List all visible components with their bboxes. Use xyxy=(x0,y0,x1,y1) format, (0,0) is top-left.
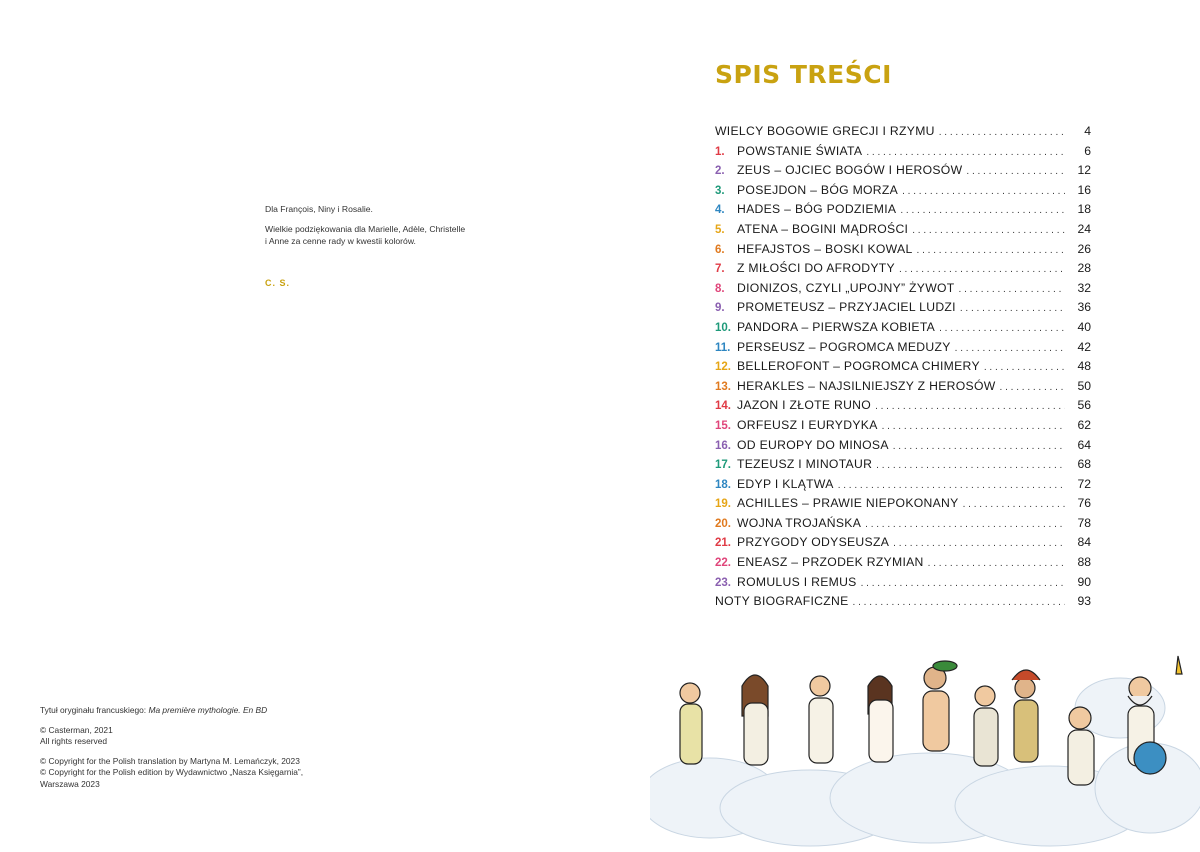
toc-entry xyxy=(715,320,1091,340)
toc-leader-dots xyxy=(963,499,1065,510)
toc-entry xyxy=(715,163,1091,183)
toc-entry xyxy=(715,535,1091,555)
toc-chapter-number: 18. xyxy=(715,478,731,491)
toc-leader-dots xyxy=(960,303,1065,314)
toc-chapter-number: 14. xyxy=(715,400,731,413)
toc-leader-dots xyxy=(955,343,1065,354)
toc-chapter-number: 13. xyxy=(715,380,731,393)
toc-page-number: 32 xyxy=(1077,280,1091,295)
toc-page-number: 78 xyxy=(1077,515,1091,530)
toc-chapter-number: 17. xyxy=(715,459,731,472)
toc-entry xyxy=(715,477,1091,497)
toc-entry xyxy=(715,438,1091,458)
toc-page-number: 48 xyxy=(1077,359,1091,374)
toc-entry xyxy=(715,124,1091,144)
toc-chapter-title: PERSEUSZ – POGROMCA MEDUZY xyxy=(737,339,951,354)
toc-leader-dots xyxy=(912,225,1065,236)
toc-entry xyxy=(715,183,1091,203)
toc-chapter-number: 2. xyxy=(715,165,725,178)
toc-page-number: 28 xyxy=(1077,261,1091,276)
toc-leader-dots xyxy=(893,441,1065,452)
original-title-line xyxy=(40,705,340,717)
toc-page-number: 84 xyxy=(1077,535,1091,550)
toc-page-number: 50 xyxy=(1077,378,1091,393)
toc-leader-dots xyxy=(902,186,1065,197)
toc-chapter-number: 16. xyxy=(715,439,731,452)
copyright-line: © Casterman, 2021 xyxy=(40,724,113,735)
toc-entry xyxy=(715,340,1091,360)
toc-page-number: 12 xyxy=(1077,163,1091,178)
toc-leader-dots xyxy=(917,245,1065,256)
toc-page-number: 56 xyxy=(1077,398,1091,413)
toc-page-number: 62 xyxy=(1077,417,1091,432)
copyright-line: Warszawa 2023 xyxy=(40,778,100,789)
toc-leader-dots xyxy=(899,264,1065,275)
toc-leader-dots xyxy=(984,362,1065,373)
dedication-line: Wielkie podziękowania dla Marielle, Adèle, Christelle xyxy=(265,224,466,234)
toc-chapter-title: BELLEROFONT – POGROMCA CHIMERY xyxy=(737,359,980,374)
toc-page-number: 4 xyxy=(1084,124,1091,138)
toc-entry xyxy=(715,222,1091,242)
toc-page-number: 24 xyxy=(1077,221,1091,236)
toc-chapter-number: 7. xyxy=(715,263,725,276)
toc-leader-dots xyxy=(959,284,1065,295)
imprint xyxy=(40,705,340,798)
toc-chapter-title: JAZON I ZŁOTE RUNO xyxy=(737,398,872,413)
toc-chapter-title: Z MIŁOŚCI DO AFRODYTY xyxy=(737,261,895,276)
toc-leader-dots xyxy=(939,127,1065,138)
toc-entry xyxy=(715,555,1091,575)
toc-leader-dots xyxy=(838,480,1065,491)
toc-chapter-title: ENEASZ – PRZODEK RZYMIAN xyxy=(737,555,924,570)
toc-chapter-title: POWSTANIE ŚWIATA xyxy=(737,143,863,158)
toc-entry xyxy=(715,202,1091,222)
toc-chapter-title: ROMULUS I REMUS xyxy=(737,574,857,589)
toc-page-number: 42 xyxy=(1077,339,1091,354)
toc-entry xyxy=(715,594,1091,614)
dedication-line: Dla François, Niny i Rosalie. xyxy=(265,204,373,214)
signature-initials: C. S. xyxy=(265,278,291,288)
toc-entry xyxy=(715,379,1091,399)
copyright-block-1 xyxy=(40,725,340,748)
toc-chapter-title: PROMETEUSZ – PRZYJACIEL LUDZI xyxy=(737,300,956,315)
toc-chapter-number: 22. xyxy=(715,557,731,570)
toc-page-number: 68 xyxy=(1077,457,1091,472)
toc-chapter-title: ZEUS – OJCIEC BOGÓW I HEROSÓW xyxy=(737,163,963,178)
dedication-thanks xyxy=(265,223,505,247)
copyright-line: All rights reserved xyxy=(40,736,108,746)
toc-page-number: 72 xyxy=(1077,476,1091,491)
original-title: Ma première mythologie. En BD xyxy=(148,705,268,715)
toc-leader-dots xyxy=(928,558,1065,569)
copyright-block-2 xyxy=(40,756,340,791)
toc-chapter-number: 9. xyxy=(715,302,725,315)
toc-chapter-number: 23. xyxy=(715,576,731,589)
toc-chapter-number: 3. xyxy=(715,184,725,197)
toc-entry xyxy=(715,144,1091,164)
toc-chapter-title: WIELCY BOGOWIE GRECJI I RZYMU xyxy=(715,124,935,138)
toc-entry xyxy=(715,457,1091,477)
toc-chapter-title: PANDORA – PIERWSZA KOBIETA xyxy=(737,319,936,334)
toc-page-number: 16 xyxy=(1077,182,1091,197)
copyright-line: © Copyright for the Polish edition by Wydawnictwo „Nasza Księgarnia”, xyxy=(40,767,304,777)
toc-page-number: 64 xyxy=(1077,437,1091,452)
toc-page-number: 26 xyxy=(1077,241,1091,256)
toc-chapter-title: ATENA – BOGINI MĄDROŚCI xyxy=(737,221,909,236)
toc-entry xyxy=(715,300,1091,320)
toc-chapter-title: HERAKLES – NAJSILNIEJSZY Z HEROSÓW xyxy=(737,378,996,393)
right-page xyxy=(600,0,1200,852)
toc-chapter-title: ACHILLES – PRAWIE NIEPOKONANY xyxy=(737,496,959,511)
toc-leader-dots xyxy=(939,323,1065,334)
toc-chapter-title: ORFEUSZ I EURYDYKA xyxy=(737,417,878,432)
toc-chapter-number: 4. xyxy=(715,204,725,217)
toc-chapter-title: NOTY BIOGRAFICZNE xyxy=(715,594,849,609)
toc-leader-dots xyxy=(900,205,1065,216)
toc-entry xyxy=(715,359,1091,379)
toc-chapter-number: 10. xyxy=(715,321,731,334)
toc-chapter-title: DIONIZOS, CZYLI „UPOJNY” ŻYWOT xyxy=(737,280,955,295)
toc-chapter-title: POSEJDON – BÓG MORZA xyxy=(737,182,899,197)
copyright-line: © Copyright for the Polish translation by Martyna M. Lemańczyk, 2023 xyxy=(40,755,300,766)
toc-leader-dots xyxy=(1000,382,1065,393)
toc-chapter-title: PRZYGODY ODYSEUSZA xyxy=(737,535,890,550)
toc-leader-dots xyxy=(876,460,1065,471)
toc-title: SPIS TREŚCI xyxy=(715,60,892,89)
toc-entry xyxy=(715,516,1091,536)
toc-entry xyxy=(715,418,1091,438)
toc-leader-dots xyxy=(853,597,1065,608)
toc-chapter-number: 20. xyxy=(715,517,731,530)
toc-chapter-number: 8. xyxy=(715,282,725,295)
toc-chapter-title: HEFAJSTOS – BOSKI KOWAL xyxy=(737,241,913,256)
toc-chapter-number: 21. xyxy=(715,537,731,550)
toc-entry xyxy=(715,496,1091,516)
toc-entry xyxy=(715,261,1091,281)
toc-leader-dots xyxy=(966,166,1065,177)
toc-chapter-title: OD EUROPY DO MINOSA xyxy=(737,437,889,452)
toc-chapter-title: HADES – BÓG PODZIEMIA xyxy=(737,202,897,217)
toc-leader-dots xyxy=(866,147,1065,158)
toc-chapter-number: 6. xyxy=(715,243,725,256)
toc-page-number: 18 xyxy=(1077,202,1091,217)
toc-chapter-number: 11. xyxy=(715,341,731,354)
toc-entry xyxy=(715,242,1091,262)
toc-leader-dots xyxy=(865,519,1065,530)
toc-chapter-title: EDYP I KLĄTWA xyxy=(737,476,834,491)
toc-chapter-title: TEZEUSZ I MINOTAUR xyxy=(737,457,873,472)
toc-page-number: 40 xyxy=(1077,319,1091,334)
toc-leader-dots xyxy=(893,538,1065,549)
toc-page-number: 93 xyxy=(1077,594,1091,609)
toc-chapter-title: WOJNA TROJAŃSKA xyxy=(737,515,862,530)
toc-chapter-number: 12. xyxy=(715,361,731,374)
toc-chapter-number: 15. xyxy=(715,419,731,432)
toc-entry xyxy=(715,281,1091,301)
toc-page-number: 76 xyxy=(1077,496,1091,511)
toc-chapter-number: 19. xyxy=(715,498,731,511)
toc-leader-dots xyxy=(882,421,1065,432)
gods-illustration xyxy=(650,648,1200,848)
original-title-prefix: Tytuł oryginału francuskiego: xyxy=(40,705,149,715)
toc-leader-dots xyxy=(861,578,1065,589)
toc-page-number: 90 xyxy=(1077,574,1091,589)
toc-page-number: 36 xyxy=(1077,300,1091,315)
toc-page-number: 6 xyxy=(1084,143,1091,158)
toc-page-number: 88 xyxy=(1077,555,1091,570)
table-of-contents xyxy=(715,124,1091,614)
toc-chapter-number: 5. xyxy=(715,223,725,236)
toc-leader-dots xyxy=(875,401,1065,412)
toc-chapter-number: 1. xyxy=(715,145,725,158)
toc-entry xyxy=(715,398,1091,418)
dedication-line: i Anne za cenne rady w kwestii kolorów. xyxy=(265,236,416,246)
toc-entry xyxy=(715,575,1091,595)
dedication xyxy=(265,203,505,247)
